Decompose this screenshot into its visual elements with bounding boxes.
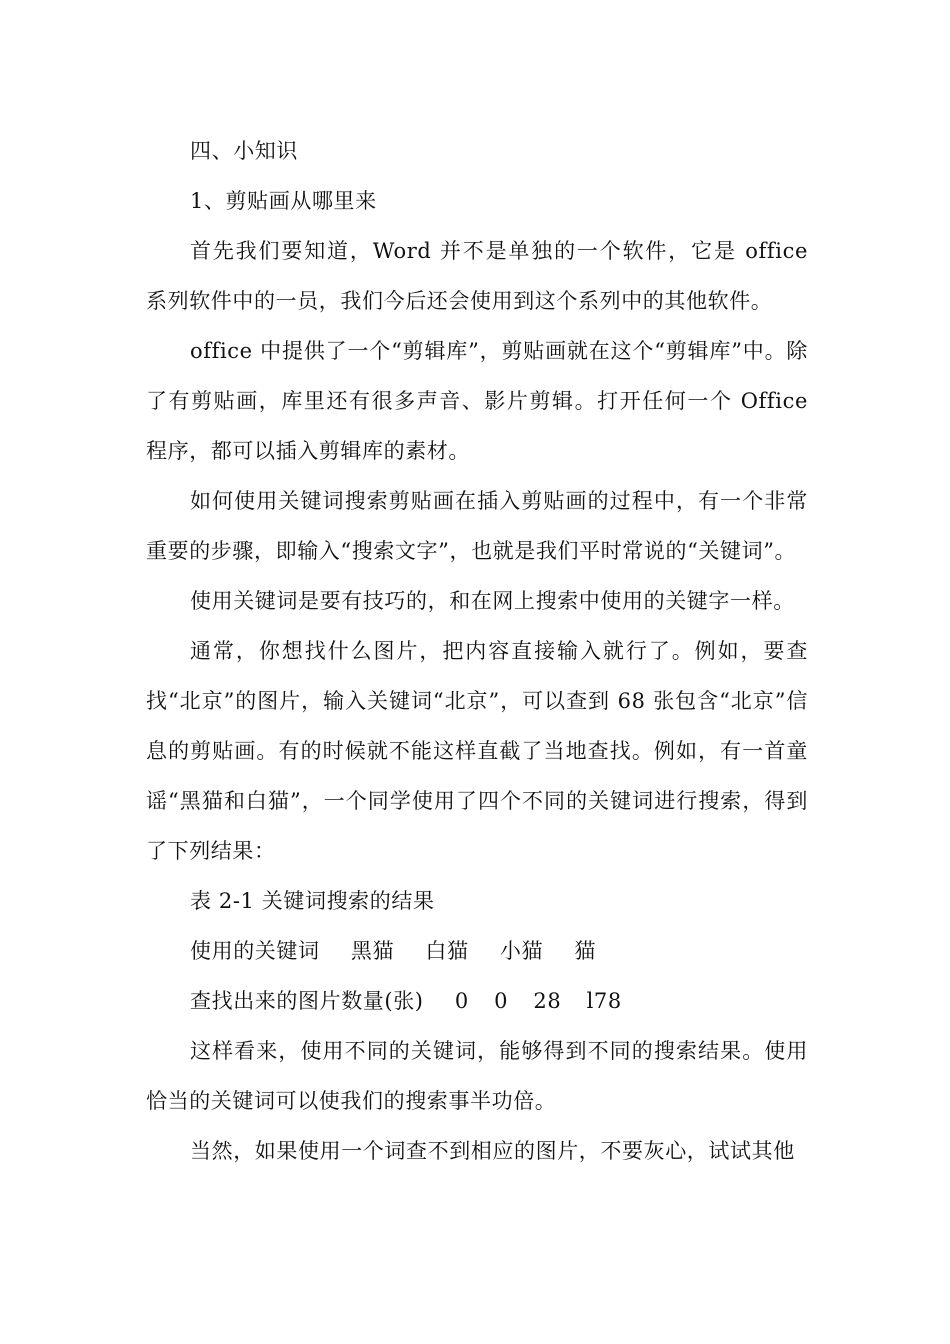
paragraph: 这样看来，使用不同的关键词，能够得到不同的搜索结果。使用恰当的关键词可以使我们的搜索事半功倍。 xyxy=(146,1039,808,1113)
document-body xyxy=(146,126,808,1176)
table-cell: 0 xyxy=(494,989,509,1013)
table-cell: l78 xyxy=(586,989,622,1013)
paragraph: 当然，如果使用一个词查不到相应的图片，不要灰心，试试其他 xyxy=(190,1139,795,1163)
table-caption: 表 2-1 关键词搜索的结果 xyxy=(190,889,435,913)
table-row-keywords xyxy=(146,926,808,976)
table-cell: 猫 xyxy=(574,939,596,963)
table-row-label: 使用的关键词 xyxy=(190,939,320,963)
paragraph: 通常，你想找什么图片，把内容直接输入就行了。例如，要查找“北京”的图片，输入关键词“北京”，可以查到 68 张包含“北京”信息的剪贴画。有的时候就不能这样直截了当地查找。例如，有一首童谣“黑猫和白猫”，一个同学使用了四个不同的关键词进行搜索，得到了下列结果： xyxy=(146,639,808,863)
section-heading: 四、小知识 xyxy=(190,139,298,163)
paragraph: office 中提供了一个“剪辑库”，剪贴画就在这个“剪辑库”中。除了有剪贴画，库里还有很多声音、影片剪辑。打开任何一个 Office 程序，都可以插入剪辑库的素材。 xyxy=(146,339,808,463)
table-cell: 0 xyxy=(454,989,469,1013)
table-row-label: 查找出来的图片数量(张) xyxy=(190,989,424,1013)
table-cell: 黑猫 xyxy=(350,939,395,963)
table-cell: 28 xyxy=(533,989,562,1013)
paragraph: 使用关键词是要有技巧的，和在网上搜索中使用的关键字一样。 xyxy=(190,589,795,613)
paragraph: 如何使用关键词搜索剪贴画在插入剪贴画的过程中，有一个非常重要的步骤，即输入“搜索文字”，也就是我们平时常说的“关键词”。 xyxy=(146,489,808,563)
table-cell: 小猫 xyxy=(499,939,544,963)
table-row-counts xyxy=(146,976,808,1026)
table-cell: 白猫 xyxy=(425,939,469,963)
subsection-heading: 1、剪贴画从哪里来 xyxy=(190,189,377,213)
paragraph: 首先我们要知道，Word 并不是单独的一个软件，它是 office 系列软件中的一员，我们今后还会使用到这个系列中的其他软件。 xyxy=(146,239,808,313)
